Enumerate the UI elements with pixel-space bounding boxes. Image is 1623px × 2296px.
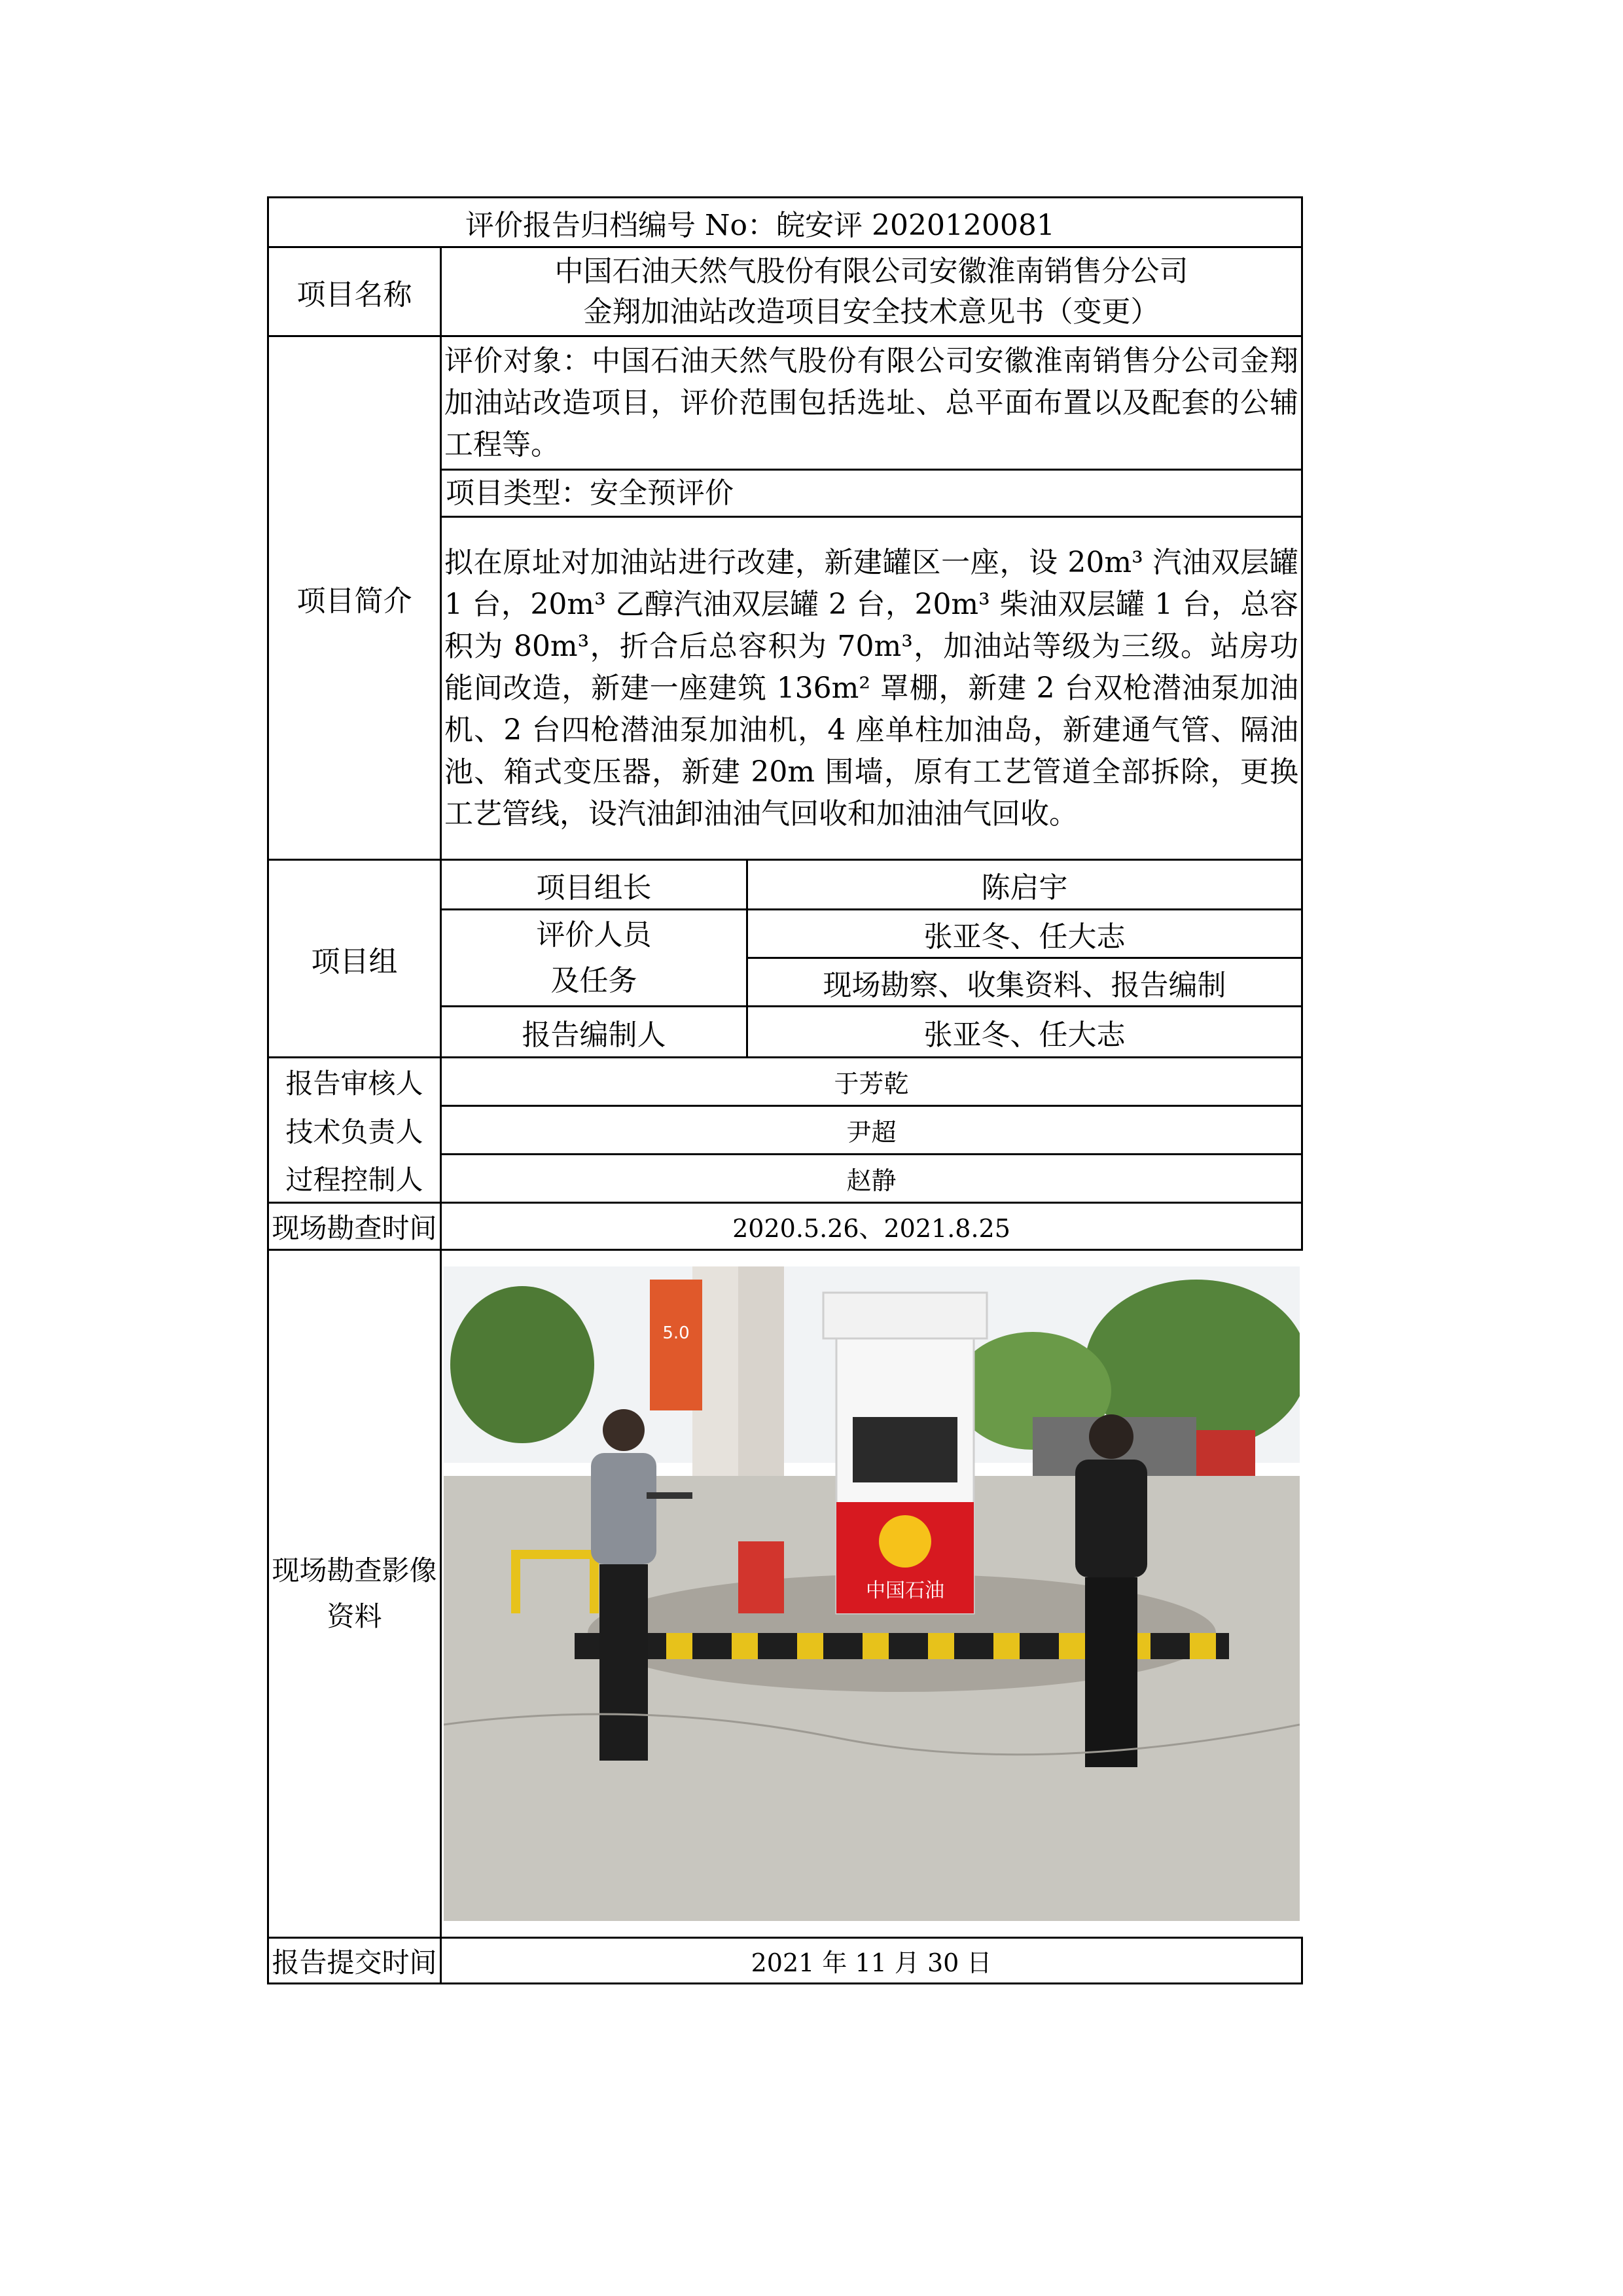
person-right-shirt [1075, 1460, 1147, 1577]
archive-number: 评价报告归档编号 No：皖安评 2020120081 [268, 198, 1302, 247]
petrochina-logo [879, 1515, 931, 1568]
evaluators-label-line2: 及任务 [550, 963, 637, 997]
project-name-line2: 金翔加油站改造项目安全技术意见书（变更） [583, 295, 1160, 329]
project-name-value [441, 247, 1302, 336]
team-leader-label: 项目组长 [441, 860, 747, 910]
person-left-head [603, 1409, 645, 1451]
intro-label: 项目简介 [268, 336, 441, 860]
project-description: 拟在原址对加油站进行改建，新建罐区一座，设 20m³ 汽油双层罐 1 台，20m³ 乙醇汽油双层罐 2 台，20m³ 柴油双层罐 1 台，总容积为 80m³，折合后总容积为 70m³，加油站等级为三级。站房功能间改造，新建一座建筑 136m² 罩棚，新建 2 台双枪潜油泵加油机、2 台四枪潜油泵加油机，4 座单柱加油岛，新建通气管、隔油池、箱式变压器，新建 20m 围墙，原有工艺管道全部拆除，更换工艺管线，设汽油卸油油气回收和加油油气回收。 [441, 517, 1302, 860]
photo-label-line1: 现场勘查影像 [272, 1554, 437, 1587]
process-control-value: 赵静 [441, 1155, 1302, 1203]
evaluation-object: 评价对象：中国石油天然气股份有限公司安徽淮南销售分公司金翔加油站改造项目，评价范围包括选址、总平面布置以及配套的公辅工程等。 [441, 336, 1302, 470]
submit-time-value: 2021 年 11 月 30 日 [441, 1938, 1302, 1984]
site-survey-photo [444, 1266, 1300, 1921]
reviewer-label: 报告审核人 [268, 1058, 441, 1106]
ad-board [650, 1280, 702, 1410]
petrochina-text: 中国石油 [866, 1579, 945, 1602]
project-type: 项目类型：安全预评价 [441, 470, 1302, 517]
survey-time-value: 2020.5.26、2021.8.25 [441, 1203, 1302, 1250]
extinguisher-box [738, 1541, 784, 1613]
archive-form-table [267, 196, 1303, 1984]
photo-label [268, 1250, 441, 1938]
report-author-label: 报告编制人 [441, 1007, 747, 1058]
dispenser-display [853, 1417, 957, 1482]
person-right-head [1089, 1414, 1133, 1459]
evaluators-tasks: 现场勘察、收集资料、报告编制 [747, 958, 1302, 1007]
clipboard [647, 1492, 692, 1499]
photo-cell [441, 1250, 1302, 1938]
report-author-value: 张亚冬、任大志 [747, 1007, 1302, 1058]
photo-label-line2: 资料 [327, 1600, 382, 1632]
evaluators-value: 张亚冬、任大志 [747, 910, 1302, 958]
submit-time-label: 报告提交时间 [268, 1938, 441, 1984]
ad-board-number: 5.0 [662, 1323, 690, 1343]
project-name-line1: 中国石油天然气股份有限公司安徽淮南销售分公司 [554, 254, 1188, 288]
evaluators-label-line1: 评价人员 [536, 918, 652, 952]
tech-lead-value: 尹超 [441, 1106, 1302, 1155]
reviewer-value: 于芳乾 [441, 1058, 1302, 1106]
tech-lead-label: 技术负责人 [268, 1106, 441, 1155]
person-left-pants [599, 1564, 648, 1761]
process-control-label: 过程控制人 [268, 1155, 441, 1203]
evaluators-label [441, 910, 747, 1007]
dispenser-top [823, 1293, 987, 1338]
team-label: 项目组 [268, 860, 441, 1058]
person-right-pants [1085, 1577, 1137, 1767]
person-left-shirt [591, 1453, 656, 1564]
project-name-label: 项目名称 [268, 247, 441, 336]
team-leader-value: 陈启宇 [747, 860, 1302, 910]
survey-time-label: 现场勘查时间 [268, 1203, 441, 1250]
tree [450, 1286, 594, 1443]
